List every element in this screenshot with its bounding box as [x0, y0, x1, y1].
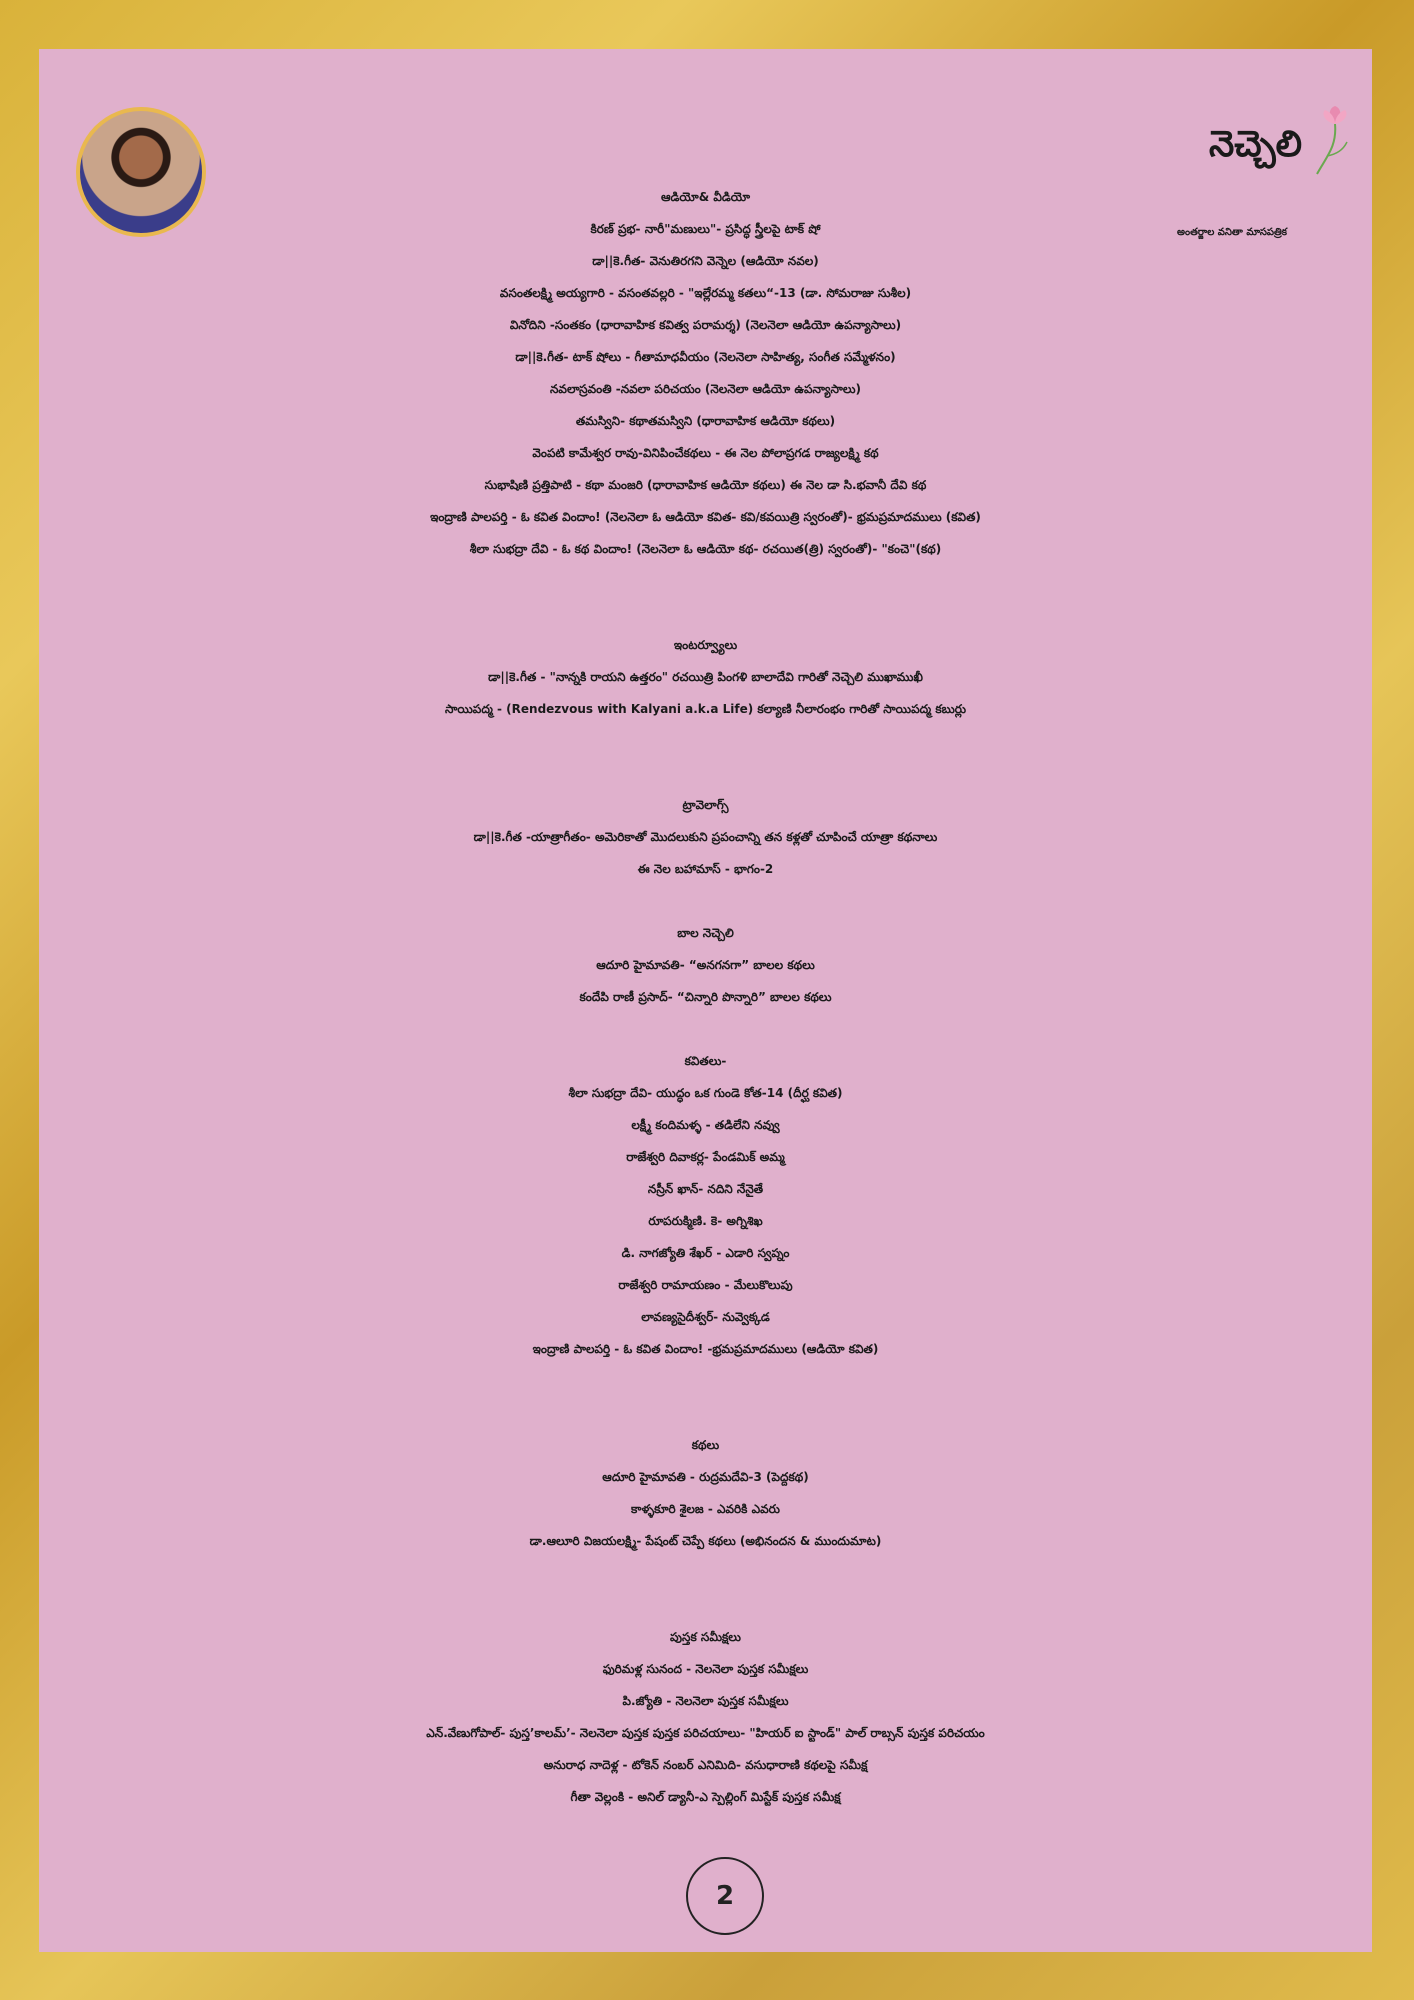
- table-of-contents: [39, 181, 1372, 1813]
- logo-title: నెచ్చెలి: [1209, 124, 1302, 165]
- section-book-reviews: [39, 1621, 1372, 1813]
- list-item: సాయిపద్మ - (Rendezvous with Kalyani a.k.a Life) కల్యాణి నీలారంభం గారితో సాయిపద్మ కబుర్లు: [444, 702, 967, 716]
- list-item: కందేపి రాణీ ప్రసాద్- “చిన్నారి పొన్నారి” బాలల కథలు: [579, 990, 832, 1004]
- magazine-page: [39, 49, 1372, 1952]
- list-item: కిరణ్ ప్రభ- నారీ"మణులు"- ప్రసిద్ధ స్త్రీలపై టాక్ షో: [590, 222, 821, 236]
- section-poems: [39, 1045, 1372, 1365]
- section-heading: కవితలు-: [684, 1054, 727, 1068]
- list-item: గీతా వెల్లంకి - అనిల్ డ్యానీ-ఎ స్పెల్లింగ్ మిస్టేక్ పుస్తక సమీక్ష: [570, 1790, 841, 1804]
- section-stories: [39, 1429, 1372, 1557]
- list-item: లావణ్యసైదీశ్వర్- నువ్వెక్కడ: [641, 1310, 770, 1324]
- section-heading: ట్రావెలాగ్స్: [682, 798, 729, 812]
- list-item: డి. నాగజ్యోతి శేఖర్ - ఎడారి స్వప్నం: [621, 1246, 790, 1260]
- list-item: వసంతలక్ష్మి అయ్యగారి - వసంతవల్లరి - "ఇల్లేరమ్మ కతలు“-13 (డా. సోమరాజు సుశీల): [499, 286, 912, 300]
- logo-subtitle: అంతర్జాల వనితా మాసపత్రిక: [1177, 227, 1287, 238]
- list-item: ఇంద్రాణి పాలపర్తి - ఓ కవిత విందాం! -భ్రమప్రమాదములు (ఆడియో కవిత): [532, 1342, 879, 1356]
- list-item: కాళ్ళకూరి శైలజ - ఎవరికి ఎవరు: [631, 1502, 780, 1516]
- list-item: ఇంద్రాణి పాలపర్తి - ఓ కవిత విందాం! (నెలనెలా ఓ ఆడియో కవిత- కవి/కవయిత్రి స్వరంతో)- భ్రమప్రమాదములు (కవిత): [430, 510, 981, 524]
- list-item: ఈ నెల బహామాస్ - భాగం-2: [637, 862, 774, 876]
- section-heading: పుస్తక సమీక్షలు: [670, 1630, 741, 1644]
- section-audio-video: [39, 181, 1372, 565]
- section-heading: బాల నెచ్చెలి: [677, 926, 734, 940]
- section-interviews: [39, 629, 1372, 725]
- list-item: డా||కె.గీత- వెనుతిరగని వెన్నెల (ఆడియో నవల): [592, 254, 819, 268]
- section-heading: కథలు: [691, 1438, 720, 1452]
- list-item: ఆదూరి హైమావతి- “అనగనగా” బాలల కథలు: [596, 958, 815, 972]
- page-number: 2: [686, 1857, 764, 1935]
- list-item: డా||కె.గీత- టాక్ షోలు - గీతామాధవీయం (నెలనెలా సాహిత్య, సంగీత సమ్మేళనం): [515, 350, 896, 364]
- list-item: తమస్విని- కథాతమస్విని (ధారావాహిక ఆడియో కథలు): [575, 414, 836, 428]
- list-item: నస్రీన్ ఖాన్- నదిని నేనైతే: [647, 1182, 764, 1196]
- list-item: రూపరుక్మిణి. కె- అగ్నిశిఖ: [648, 1214, 763, 1228]
- list-item: వినోదిని -సంతకం (ధారావాహిక కవిత్వ పరామర్శ) (నెలనెలా ఆడియో ఉపన్యాసాలు): [509, 318, 902, 332]
- section-kids: [39, 917, 1372, 1013]
- list-item: సుభాషిణి ప్రత్తిపాటి - కథా మంజరి (ధారావాహిక ఆడియో కథలు) ఈ నెల డా సి.భవానీ దేవి కథ: [484, 478, 927, 492]
- list-item: అనురాధ నాదెళ్ల - టోకెన్ నంబర్ ఎనిమిది- వసుధారాణి కథలపై సమీక్ష: [543, 1758, 868, 1772]
- list-item: నవలాస్రవంతి -నవలా పరిచయం (నెలనెలా ఆడియో ఉపన్యాసాలు): [550, 382, 861, 396]
- list-item: వెంపటి కామేశ్వర రావు-వినిపించేకథలు - ఈ నెల పోలాప్రగడ రాజ్యలక్ష్మి కథ: [532, 446, 879, 460]
- list-item: రాజేశ్వరి రామాయణం - మేలుకొలుపు: [618, 1278, 793, 1292]
- list-item: ఫురిమళ్ల సునంద - నెలనెలా పుస్తక సమీక్షలు: [602, 1662, 809, 1676]
- lotus-flower-icon: [1307, 106, 1357, 176]
- list-item: డా.ఆలూరి విజయలక్ష్మి- పేషంట్ చెప్పే కథలు (అభినందన & ముందుమాట): [529, 1534, 882, 1548]
- list-item: ఎన్.వేణుగోపాల్- పుస్త’కాలమ్’- నెలనెలా పుస్తక పుస్తక పరిచయాలు- "హియర్ ఐ స్టాండ్" పాల్ రాబ్సన్ పుస్తక పరిచయం: [426, 1726, 985, 1740]
- list-item: శీలా సుభద్రా దేవి - ఓ కథ విందాం! (నెలనెలా ఓ ఆడియో కథ- రచయిత(త్రి) స్వరంతో)- "కంచె"(కథ): [469, 542, 942, 556]
- section-travelogues: [39, 789, 1372, 885]
- section-heading: ఆడియో& వీడియో: [660, 190, 751, 204]
- list-item: డా||కె.గీత - "నాన్నకి రాయని ఉత్తరం" రచయిత్రి పింగళి బాలాదేవి గారితో నెచ్చెలి ముఖాముఖీ: [488, 670, 923, 684]
- list-item: ఆదూరి హైమావతి - రుద్రమదేవి-3 (పెద్దకథ): [602, 1470, 809, 1484]
- list-item: పి.జ్యోతి - నెలనెలా పుస్తక సమీక్షలు: [622, 1694, 789, 1708]
- list-item: రాజేశ్వరి దివాకర్ల- పేండమిక్ అమ్మ: [626, 1150, 785, 1164]
- list-item: డా||కె.గీత -యాత్రాగీతం- అమెరికాతో మొదలుకుని ప్రపంచాన్ని తన కళ్లతో చూపించే యాత్రా కథనాలు: [473, 830, 938, 844]
- list-item: శీలా సుభద్రా దేవి- యుద్ధం ఒక గుండె కోత-14 (దీర్ఘ కవిత): [568, 1086, 843, 1100]
- list-item: లక్ష్మీ కందిమళ్ళ - తడిలేని నవ్వు: [631, 1118, 780, 1132]
- section-heading: ఇంటర్వ్యూలు: [673, 638, 738, 652]
